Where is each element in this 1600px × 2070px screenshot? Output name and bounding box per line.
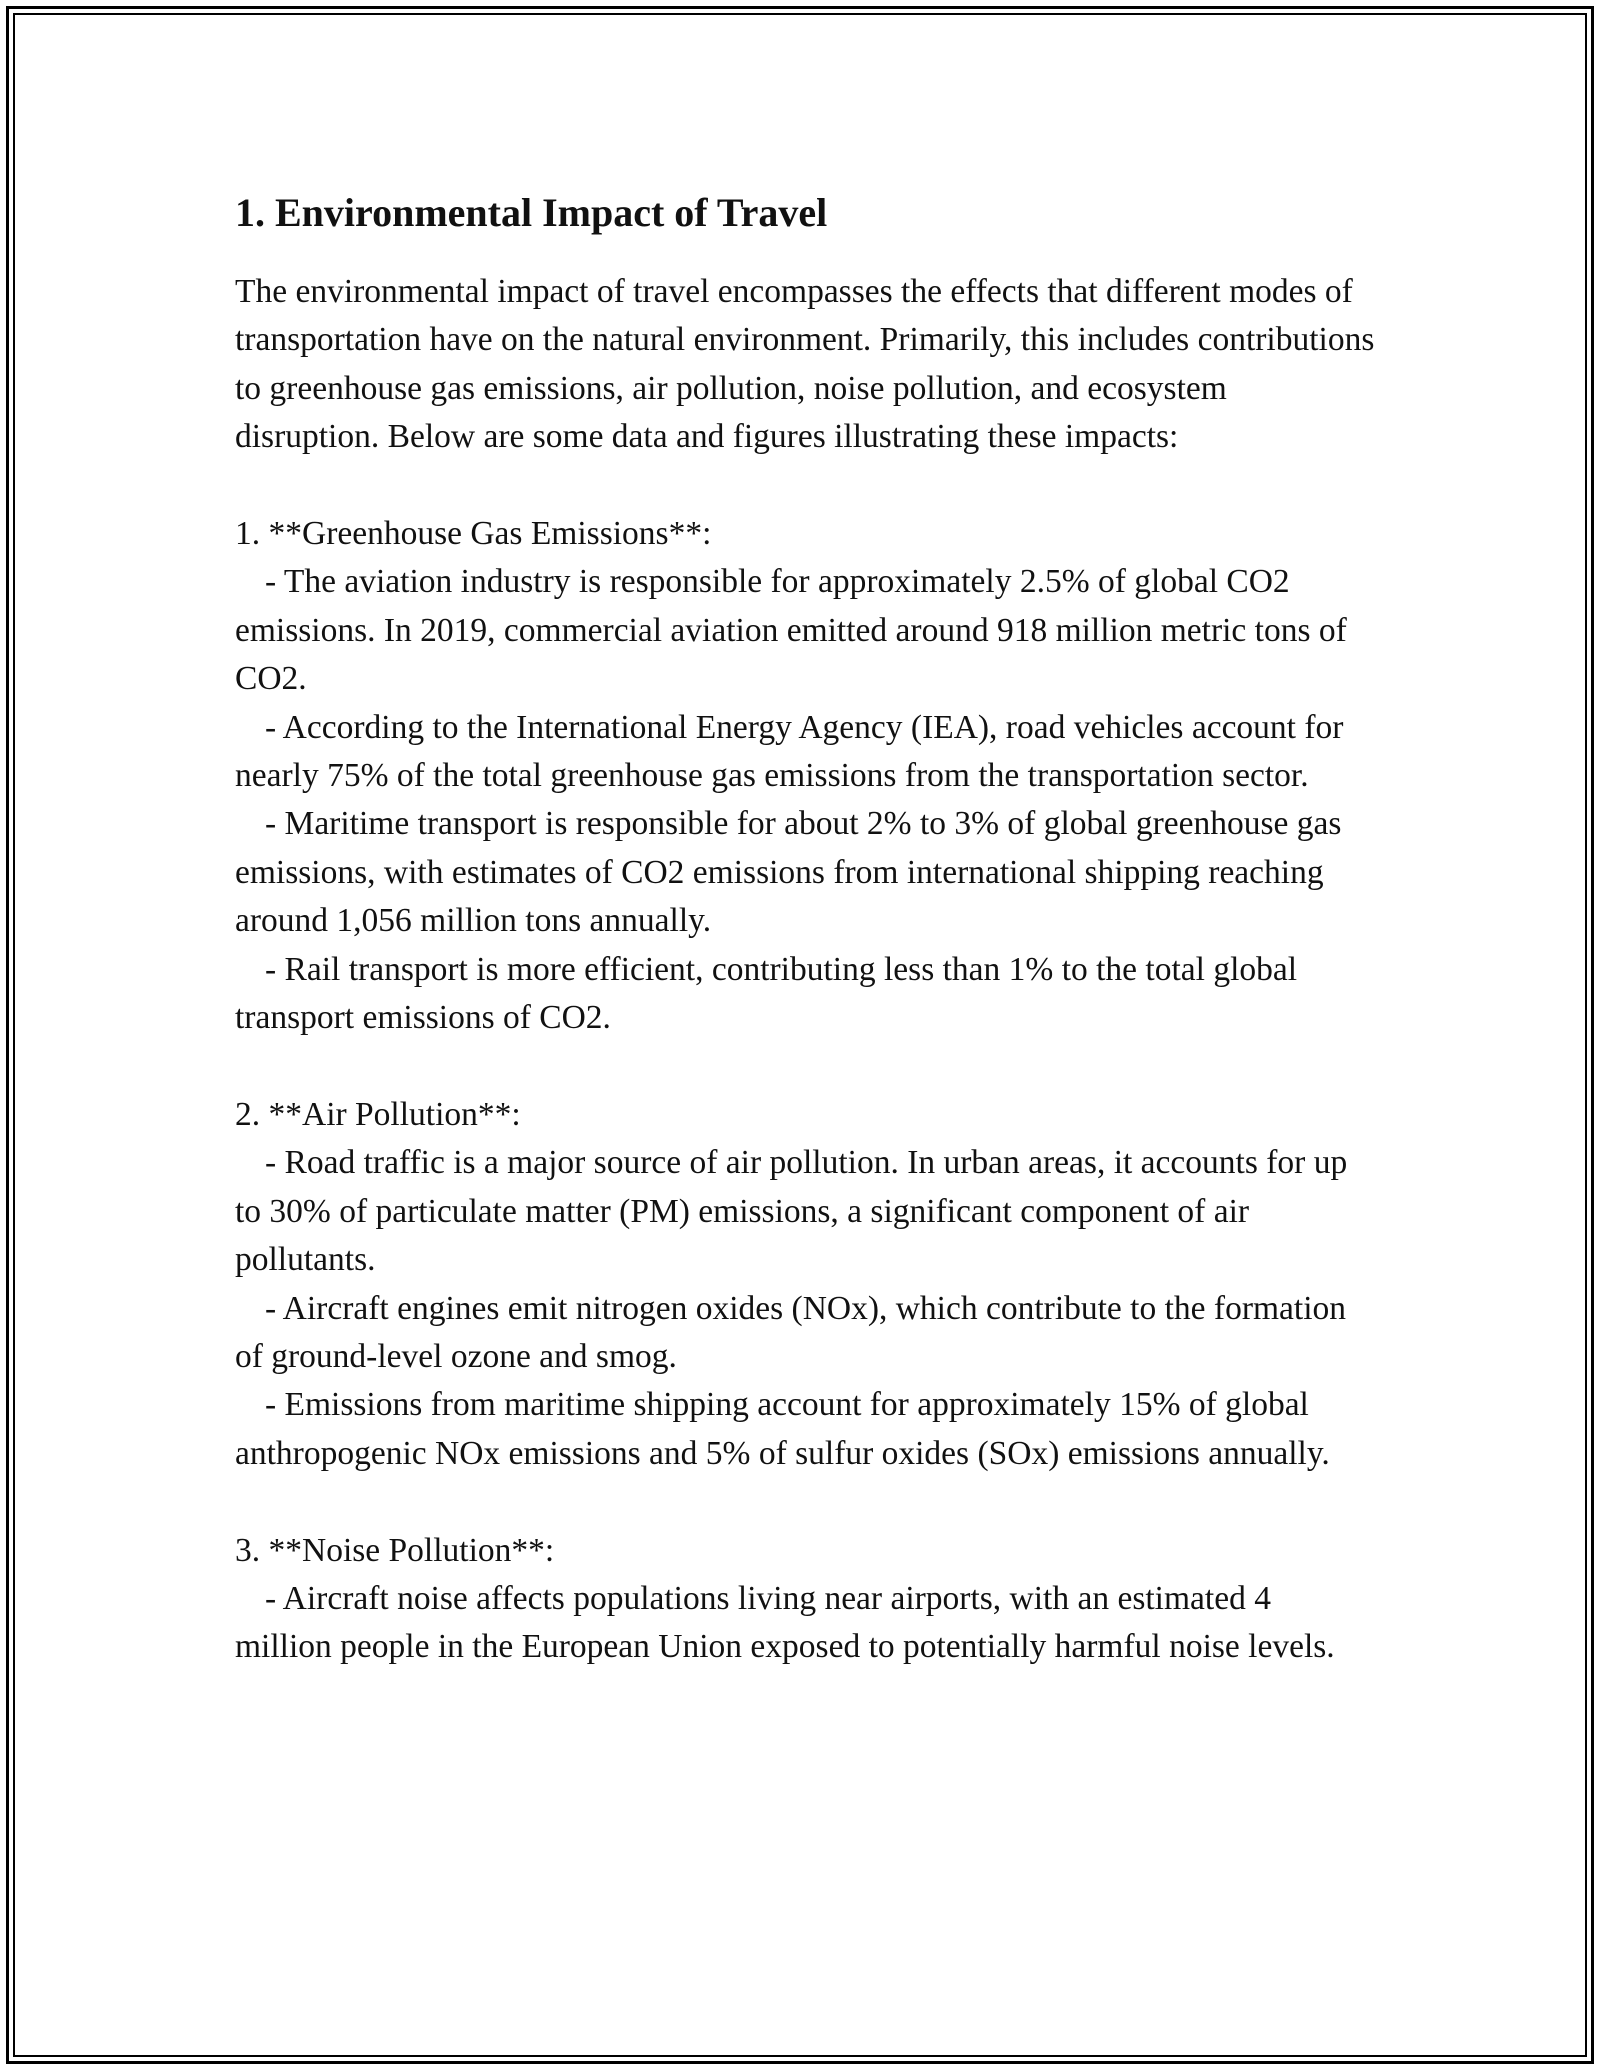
- section-greenhouse-gas: [235, 510, 1375, 1042]
- section-heading: 3. **Noise Pollution**:: [235, 1531, 555, 1569]
- page-title: 1. Environmental Impact of Travel: [235, 190, 828, 235]
- bullet-item: - Road traffic is a major source of air pollution. In urban areas, it accounts for up to 30% of particulate matter (PM) emissions, a significant component of air pollutants.: [235, 1144, 1348, 1279]
- spacer: [235, 1042, 1375, 1090]
- bullet-item: - Emissions from maritime shipping account for approximately 15% of global anthropogenic NOx emissions and 5% of sulfur oxides (SOx) emissions annually.: [235, 1386, 1330, 1472]
- bullet-item: - Aircraft engines emit nitrogen oxides (NOx), which contribute to the formation of ground-level ozone and smog.: [235, 1289, 1347, 1375]
- bullet-item: - Rail transport is more efficient, contributing less than 1% to the total global transport emissions of CO2.: [235, 950, 1298, 1037]
- section-noise-pollution: [235, 1527, 1375, 1672]
- section-heading: 1. **Greenhouse Gas Emissions**:: [235, 515, 712, 553]
- intro-paragraph: The environmental impact of travel encompasses the effects that different modes of transportation have on the natural environment. Primarily, this includes contributions to greenhouse gas emissions, air pollution, noise pollution, and ecosystem disruption. Below are some data and figures illustrating these impacts:: [235, 273, 1383, 456]
- spacer: [235, 462, 1375, 510]
- spacer: [235, 1478, 1375, 1526]
- bullet-item: - Maritime transport is responsible for about 2% to 3% of global greenhouse gas emissions, with estimates of CO2 emissions from international shipping reaching around 1,056 million tons annually.: [235, 805, 1342, 940]
- document-body: [235, 180, 1383, 1672]
- bullet-item: - According to the International Energy Agency (IEA), road vehicles account for nearly 75% of the total greenhouse gas emissions from the transportation sector.: [235, 708, 1344, 795]
- section-air-pollution: [235, 1091, 1375, 1478]
- section-heading: 2. **Air Pollution**:: [235, 1095, 521, 1133]
- bullet-item: - Aircraft noise affects populations living near airports, with an estimated 4 million people in the European Union exposed to potentially harmful noise levels.: [235, 1579, 1335, 1666]
- bullet-item: - The aviation industry is responsible for approximately 2.5% of global CO2 emissions. In 2019, commercial aviation emitted around 918 million metric tons of CO2.: [235, 563, 1347, 698]
